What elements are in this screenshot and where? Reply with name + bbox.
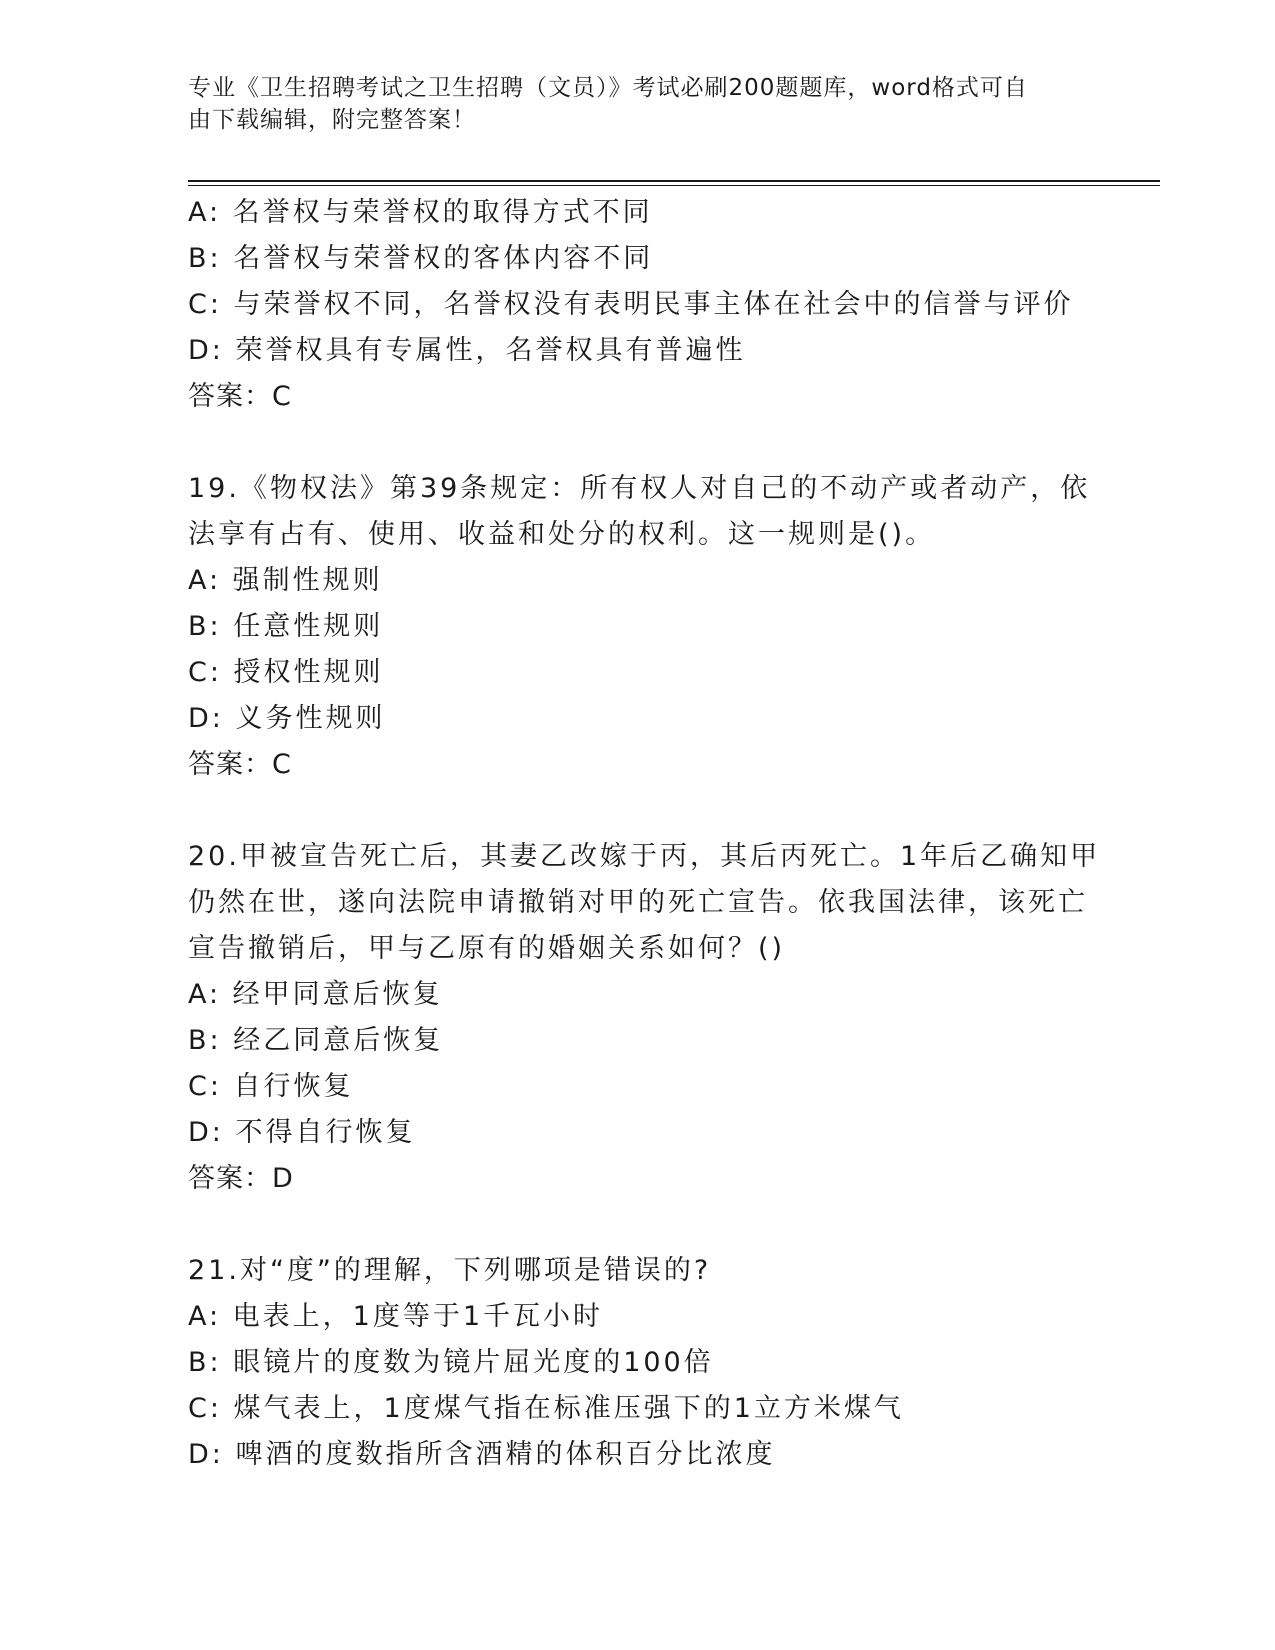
question-stem-line: 仍然在世，遂向法院申请撤销对甲的死亡宣告。依我国法律，该死亡 <box>188 887 1088 918</box>
document-header <box>188 72 1068 136</box>
header-line-1: 专业《卫生招聘考试之卫生招聘（文员）》考试必刷200题题库，word格式可自 <box>188 75 1028 101</box>
spacer <box>188 788 1088 834</box>
option-c: C: 授权性规则 <box>188 657 384 688</box>
question-stem-line: 19.《物权法》第39条规定：所有权人对自己的不动产或者动产，依 <box>188 473 1091 504</box>
answer: 答案：C <box>188 381 292 412</box>
option-c: C: 与荣誉权不同，名誉权没有表明民事主体在社会中的信誉与评价 <box>188 289 1074 320</box>
option-c: C: 自行恢复 <box>188 1071 354 1102</box>
option-d: D: 荣誉权具有专属性，名誉权具有普遍性 <box>188 335 746 366</box>
option-b: B: 眼镜片的度数为镜片屈光度的100倍 <box>188 1347 714 1378</box>
option-b: B: 任意性规则 <box>188 611 384 642</box>
question-21 <box>188 1248 1088 1478</box>
option-b: B: 名誉权与荣誉权的客体内容不同 <box>188 243 654 274</box>
option-b: B: 经乙同意后恢复 <box>188 1025 444 1056</box>
question-stem-line: 法享有占有、使用、收益和处分的权利。这一规则是()。 <box>188 519 936 550</box>
question-list <box>188 190 1101 1478</box>
header-line-2: 由下载编辑，附完整答案！ <box>188 107 476 133</box>
spacer <box>188 420 1088 466</box>
question-19 <box>188 466 1091 788</box>
option-a: A: 电表上，1度等于1千瓦小时 <box>188 1301 604 1332</box>
answer: 答案：C <box>188 749 292 780</box>
option-a: A: 名誉权与荣誉权的取得方式不同 <box>188 197 653 228</box>
option-d: D: 不得自行恢复 <box>188 1117 416 1148</box>
option-d: D: 义务性规则 <box>188 703 386 734</box>
header-divider-thin <box>188 185 1160 186</box>
option-c: C: 煤气表上，1度煤气指在标准压强下的1立方米煤气 <box>188 1393 904 1424</box>
question-stem-line: 20.甲被宣告死亡后，其妻乙改嫁于丙，其后丙死亡。1年后乙确知甲 <box>188 841 1101 872</box>
option-d: D: 啤酒的度数指所含酒精的体积百分比浓度 <box>188 1439 776 1470</box>
question-stem-line: 21.对“度”的理解，下列哪项是错误的? <box>188 1255 712 1286</box>
option-a: A: 强制性规则 <box>188 565 383 596</box>
question-stem-line: 宣告撤销后，甲与乙原有的婚姻关系如何？() <box>188 933 786 964</box>
spacer <box>188 1202 1088 1248</box>
option-a: A: 经甲同意后恢复 <box>188 979 443 1010</box>
header-divider-thick <box>188 180 1160 182</box>
question-18 <box>188 190 1088 420</box>
question-20 <box>188 834 1101 1202</box>
answer: 答案：D <box>188 1163 294 1194</box>
